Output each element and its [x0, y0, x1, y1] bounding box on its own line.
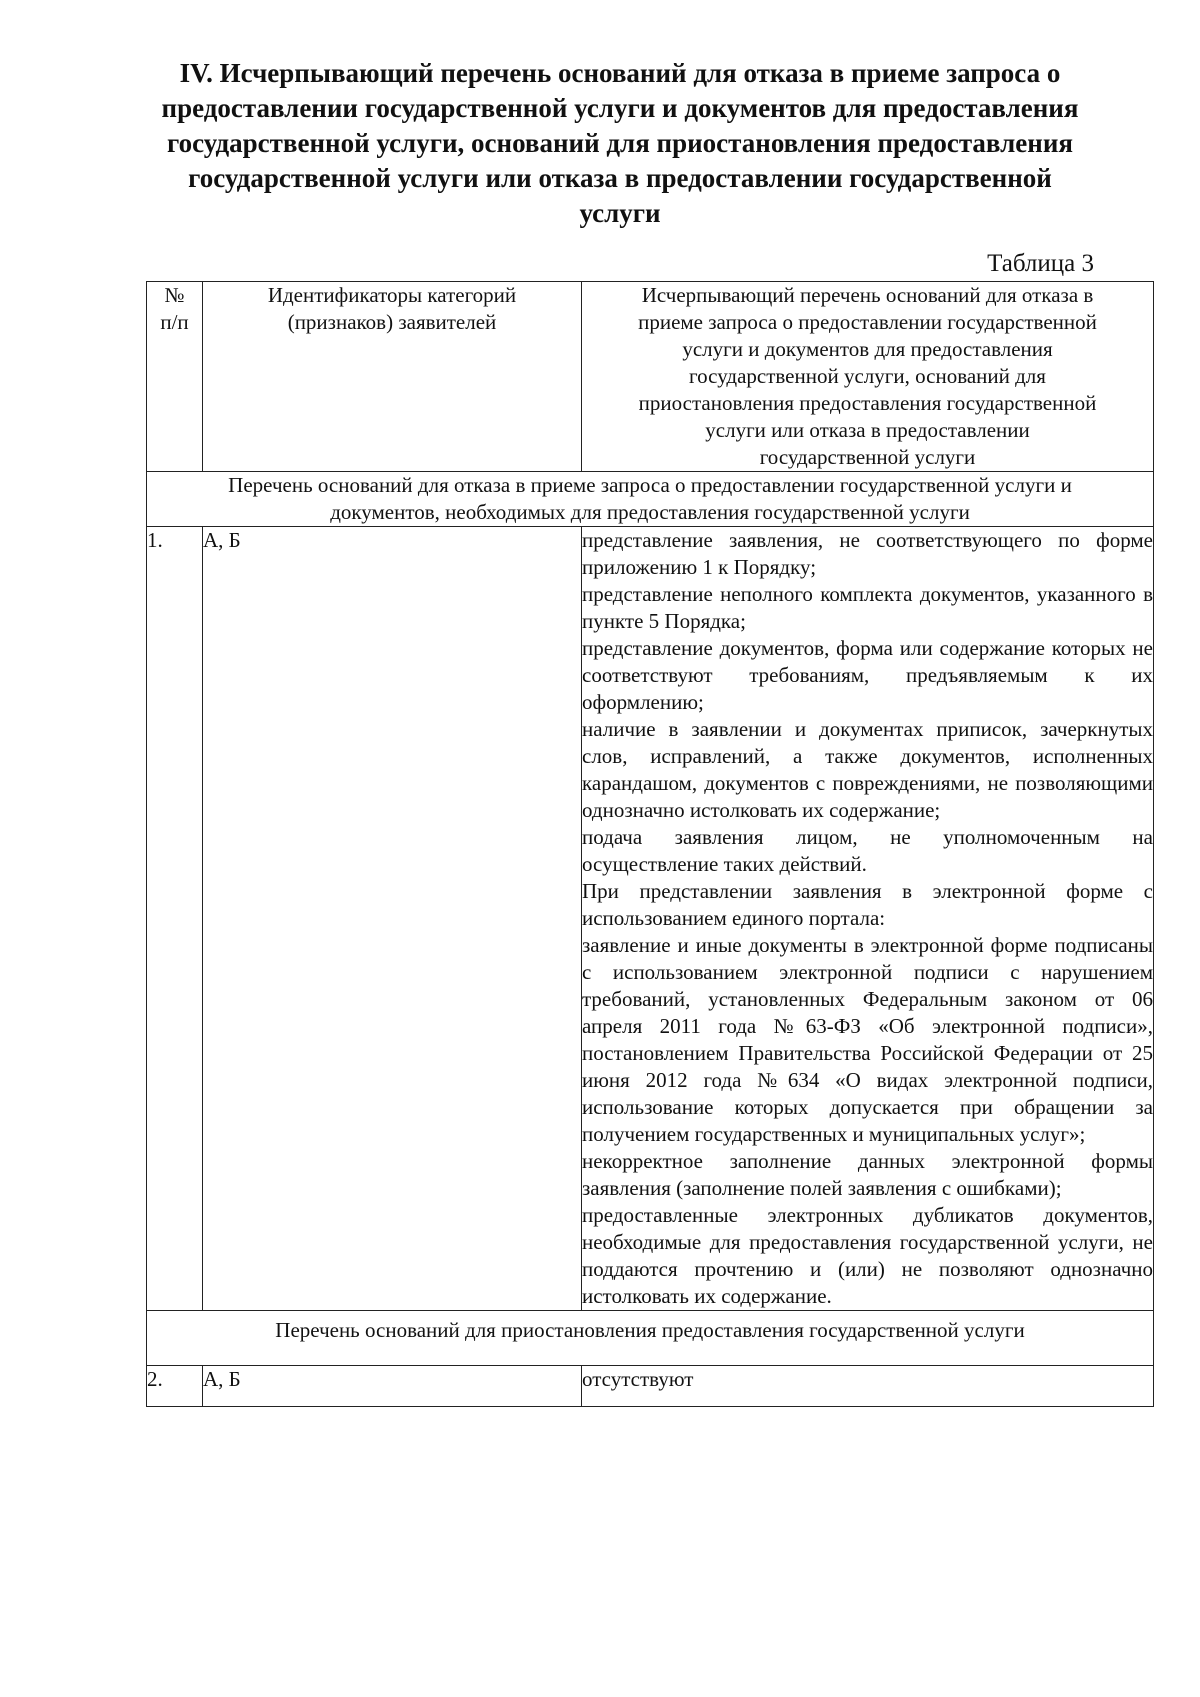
reason-item: представление заявления, не соответствующего по форме приложению 1 к Порядку;: [582, 528, 1153, 579]
section-heading-refusal: [147, 472, 1154, 527]
header-reasons-line: услуги и документов для предоставления: [682, 337, 1053, 361]
reason-item: заявление и иные документы в электронной форме подписаны с использованием электронной подписи с нарушением требований, установленных Федеральным законом от 06 апреля 2011 года №63-ФЗ «Об электронной подписи», постановлением Правительства Российской Федерации от 25 июня 2012 года №634 «О видах электронной подписи, использование которых допускается при обращении за получением государственных и муниципальных услуг»;: [582, 933, 1153, 1146]
row-reasons: отсутствуют: [582, 1366, 1154, 1407]
section-heading-suspension: Перечень оснований для приостановления предоставления государственной услуги: [147, 1311, 1154, 1366]
section-row-suspension: [147, 1311, 1154, 1366]
header-category-line: Идентификаторы категорий: [267, 283, 517, 307]
reasons-table: [146, 281, 1154, 1407]
row-categories: А, Б: [203, 1366, 582, 1407]
table-label: Таблица 3: [987, 250, 1094, 277]
title-line: государственной услуги, оснований для приостановления предоставления: [166, 128, 1073, 158]
reason-item: подача заявления лицом, не уполномоченным на осуществление таких действий.: [582, 825, 1153, 876]
header-category-cell: [203, 282, 582, 472]
reason-item: представление документов, форма или содержание которых не соответствуют требованиям, предъявляемым к их оформлению;: [582, 636, 1153, 714]
row-number: 1.: [147, 527, 203, 1311]
header-reasons-line: государственной услуги, оснований для: [689, 364, 1046, 388]
title-line: государственной услуги или отказа в предоставлении государственной: [188, 163, 1052, 193]
header-reasons-cell: [582, 282, 1154, 472]
header-num-line: №: [164, 283, 185, 307]
row-number: 2.: [147, 1366, 203, 1407]
header-category-line: (признаков) заявителей: [287, 310, 497, 334]
header-reasons-line: Исчерпывающий перечень оснований для отказа в: [641, 283, 1094, 307]
reason-item: некорректное заполнение данных электронной формы заявления (заполнение полей заявления с ошибками);: [582, 1149, 1153, 1200]
header-num-line: п/п: [160, 310, 189, 334]
reason-item: представление неполного комплекта документов, указанного в пункте 5 Порядка;: [582, 582, 1153, 633]
header-reasons-line: приостановления предоставления государственной: [638, 391, 1097, 415]
title-line: услуги: [579, 198, 661, 228]
table-row: [147, 527, 1154, 1311]
reason-item: предоставленные электронных дубликатов документов, необходимые для предоставления государственной услуги, не поддаются прочтению и (или) не позволяют однозначно истолковать их содержание.: [582, 1203, 1153, 1308]
section-line: документов, необходимых для предоставления государственной услуги: [330, 500, 970, 524]
header-reasons-line: приеме запроса о предоставлении государственной: [638, 310, 1097, 334]
title-line: предоставлении государственной услуги и документов для предоставления: [161, 93, 1079, 123]
section-row-refusal: [147, 472, 1154, 527]
table-row: [147, 1366, 1154, 1407]
document-title: [150, 56, 1090, 231]
section-line: Перечень оснований для отказа в приеме запроса о предоставлении государственной услуги и: [228, 473, 1072, 497]
row-categories: А, Б: [203, 527, 582, 1311]
header-num-cell: [147, 282, 203, 472]
title-line: IV. Исчерпывающий перечень оснований для отказа в приеме запроса о: [179, 58, 1061, 88]
table-header-row: [147, 282, 1154, 472]
row-reasons: [582, 527, 1154, 1311]
header-reasons-line: государственной услуги: [759, 445, 976, 469]
header-reasons-line: услуги или отказа в предоставлении: [705, 418, 1030, 442]
reason-item: При представлении заявления в электронной форме с использованием единого портала:: [582, 879, 1153, 930]
reason-item: наличие в заявлении и документах приписок, зачеркнутых слов, исправлений, а также документов, исполненных карандашом, документов с повреждениями, не позволяющими однозначно истолковать их содержание;: [582, 717, 1153, 822]
